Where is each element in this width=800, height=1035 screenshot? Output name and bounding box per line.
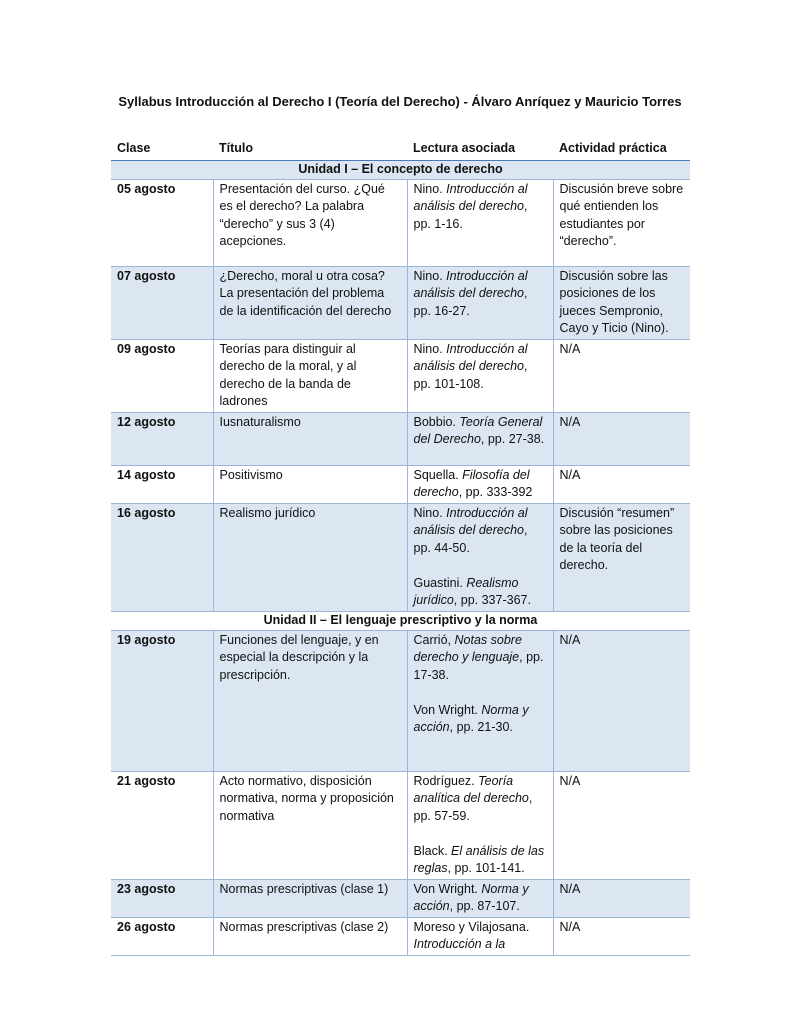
header-titulo: Título (213, 138, 407, 160)
reading-cell (407, 879, 553, 917)
header-row (111, 138, 690, 160)
class-date: 16 agosto (111, 503, 213, 611)
class-date: 21 agosto (111, 771, 213, 879)
table-row (111, 412, 690, 465)
reading-work: Norma y acción (413, 702, 529, 734)
reading-pages: , pp. 57-59. (413, 791, 533, 823)
activity-cell: Discusión breve sobre qué entienden los estudiantes por “derecho”. (553, 179, 690, 266)
reading-work: Introducción al análisis del derecho (413, 268, 528, 300)
class-title: Presentación del curso. ¿Qué es el derecho? La palabra “derecho” y sus 3 (4) acepciones. (213, 179, 407, 266)
reading-author: Moreso y Vilajosana. (413, 919, 530, 934)
reading-author: Guastini. (413, 575, 463, 590)
activity-cell: N/A (553, 630, 690, 771)
activity-cell: N/A (553, 465, 690, 503)
reading-cell (407, 771, 553, 879)
activity-cell: N/A (553, 339, 690, 412)
reading-author: Nino. (413, 341, 443, 356)
reading-pages: , pp. 337-367. (453, 593, 531, 607)
reading-pages: , pp. 44-50. (413, 523, 528, 555)
class-title: Acto normativo, disposición normativa, norma y proposición normativa (213, 771, 407, 879)
header-actividad: Actividad práctica (553, 138, 690, 160)
reading-cell (407, 412, 553, 465)
reading-author: Carrió, (413, 632, 452, 647)
reading-author: Squella. (413, 467, 459, 482)
class-date: 19 agosto (111, 630, 213, 771)
reading-cell (407, 630, 553, 771)
unit-title: Unidad I – El concepto de derecho (111, 160, 690, 179)
table-row (111, 339, 690, 412)
class-date: 26 agosto (111, 917, 213, 955)
class-title: Funciones del lenguaje, y en especial la descripción y la prescripción. (213, 630, 407, 771)
activity-cell: Discusión “resumen” sobre las posiciones de la teoría del derecho. (553, 503, 690, 611)
reading-cell (407, 503, 553, 611)
reading-work: Teoría General del Derecho (413, 414, 543, 446)
reading-pages: , pp. 333-392 (458, 485, 533, 499)
reading-pages: , pp. 27-38. (480, 432, 545, 446)
reading-author: Nino. (413, 181, 443, 196)
table-row (111, 266, 690, 339)
reading-work: Norma y acción (413, 881, 529, 913)
reading-pages: , pp. 1-16. (413, 199, 528, 231)
class-date: 05 agosto (111, 179, 213, 266)
reading-pages: , pp. 16-27. (413, 286, 528, 318)
reading-pages: , pp. 87-107. (449, 899, 520, 913)
activity-cell: N/A (553, 771, 690, 879)
activity-cell: N/A (553, 412, 690, 465)
activity-cell: N/A (553, 879, 690, 917)
table-row (111, 917, 690, 955)
class-date: 09 agosto (111, 339, 213, 412)
class-title: Realismo jurídico (213, 503, 407, 611)
table-row (111, 879, 690, 917)
reading-work: Introducción a la (413, 937, 506, 951)
table-row (111, 179, 690, 266)
reading-pages: , pp. 21-30. (449, 720, 513, 734)
reading-work: Realismo jurídico (413, 575, 519, 607)
reading-work: Introducción al análisis del derecho (413, 181, 528, 213)
reading-author: Black. (413, 843, 448, 858)
class-title: Iusnaturalismo (213, 412, 407, 465)
reading-author: Nino. (413, 268, 443, 283)
activity-cell: N/A (553, 917, 690, 955)
class-title: Normas prescriptivas (clase 1) (213, 879, 407, 917)
reading-author: Nino. (413, 505, 443, 520)
class-date: 23 agosto (111, 879, 213, 917)
reading-author: Von Wright. (413, 881, 478, 896)
activity-cell: Discusión sobre las posiciones de los jueces Sempronio, Cayo y Ticio (Nino). (553, 266, 690, 339)
reading-work: Filosofía del derecho (413, 467, 530, 499)
reading-pages: , pp. 17-38. (413, 650, 544, 682)
reading-work: Teoría analítica del derecho (413, 773, 529, 805)
document-title: Syllabus Introducción al Derecho I (Teoría del Derecho) - Álvaro Anríquez y Mauricio Torres (118, 94, 682, 109)
unit-row (111, 160, 690, 179)
class-title: Normas prescriptivas (clase 2) (213, 917, 407, 955)
class-title: Positivismo (213, 465, 407, 503)
reading-work: Introducción al análisis del derecho (413, 505, 528, 537)
reading-cell (407, 339, 553, 412)
header-lectura: Lectura asociada (407, 138, 553, 160)
table-row (111, 630, 690, 771)
reading-cell (407, 465, 553, 503)
unit-row (111, 611, 690, 630)
reading-pages: , pp. 101-141. (447, 861, 525, 875)
reading-cell (407, 266, 553, 339)
class-title: Teorías para distinguir al derecho de la moral, y al derecho de la banda de ladrones (213, 339, 407, 412)
reading-author: Von Wright. (413, 702, 478, 717)
table-row (111, 771, 690, 879)
syllabus-table (111, 138, 690, 956)
class-title: ¿Derecho, moral u otra cosa? La presentación del problema de la identificación del derecho (213, 266, 407, 339)
class-date: 12 agosto (111, 412, 213, 465)
reading-author: Rodríguez. (413, 773, 475, 788)
table-row (111, 465, 690, 503)
reading-cell (407, 917, 553, 955)
reading-cell (407, 179, 553, 266)
unit-title: Unidad II – El lenguaje prescriptivo y la norma (111, 611, 690, 630)
reading-work: Notas sobre derecho y lenguaje (413, 632, 522, 664)
reading-pages: , pp. 101-108. (413, 359, 528, 391)
class-date: 14 agosto (111, 465, 213, 503)
class-date: 07 agosto (111, 266, 213, 339)
reading-work: Introducción al análisis del derecho (413, 341, 528, 373)
reading-work: El análisis de las reglas (413, 843, 545, 875)
header-clase: Clase (111, 138, 213, 160)
reading-author: Bobbio. (413, 414, 456, 429)
table-row (111, 503, 690, 611)
